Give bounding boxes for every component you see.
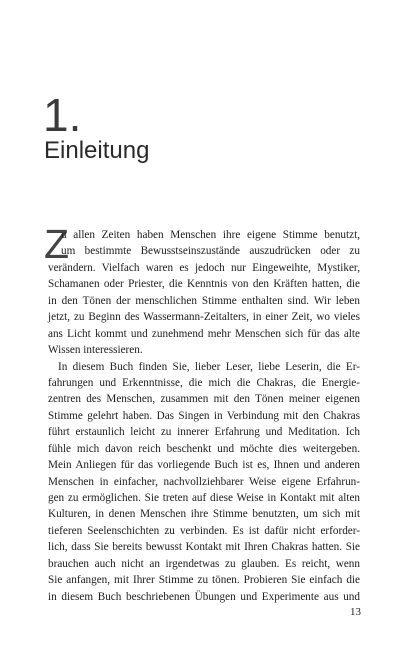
text-line: führt erstaunlich leicht zu innerer Erfahrung und Meditation. Ich xyxy=(48,426,360,439)
text-line: Stimme gelehrt haben. Das Singen in Verbindung mit den Chakras xyxy=(48,409,360,422)
text-line: gen zu ermöglichen. Sie treten auf diese Weise in Kontakt mit alten xyxy=(48,492,360,504)
text-line: Schamanen oder Priester, die Kenntnis von den Kräften hatten, die xyxy=(48,278,360,291)
page-number: 13 xyxy=(350,606,361,618)
paragraph-2 xyxy=(48,359,360,606)
text-line: Mein Anliegen für das vorliegende Buch ist es, Ihnen und anderen xyxy=(48,459,360,472)
text-line: Sie anfangen, mit Ihrer Stimme zu tönen. Probieren Sie einfach die xyxy=(48,574,360,587)
text-line: jetzt, zu Beginn des Wassermann-Zeitalters, in einer Zeit, wo vieles xyxy=(48,311,360,324)
text-line: verändern. Vielfach waren es jedoch nur Eingeweihte, Mystiker, xyxy=(48,261,360,274)
text-line: fahrungen und Erkenntnisse, die mich die Chakras, die Energie- xyxy=(48,376,360,389)
chapter-number: 1. xyxy=(43,89,82,141)
text-line: brauchen auch nicht an irgendetwas zu glauben. Es reicht, wenn xyxy=(48,557,360,570)
text-line: lich, dass Sie bereits bewusst Kontakt mit Ihren Chakras hatten. Sie xyxy=(48,541,360,554)
text-line: Kulturen, in denen Menschen ihre Stimme benutzten, um sich mit xyxy=(48,508,360,521)
text-line: fühle mich davon reich beschenkt und möchte dies weitergeben. xyxy=(48,442,360,455)
text-line: zentren des Menschen, zusammen mit den Tönen meiner eigenen xyxy=(48,393,360,406)
text-line: In diesem Buch finden Sie, lieber Leser, liebe Leserin, die Er- xyxy=(58,360,360,373)
text-line: um bestimmte Bewusstseinszustände auszudrücken oder zu xyxy=(61,245,360,258)
text-line: u allen Zeiten haben Menschen ihre eigene Stimme benutzt, xyxy=(61,229,360,241)
drop-cap: Z xyxy=(44,221,70,267)
text-line: Wissen interessieren. xyxy=(48,344,143,357)
paragraph-1 xyxy=(48,227,360,359)
text-line: ans Licht kommt und zunehmend mehr Menschen sich für das alte xyxy=(48,327,360,340)
text-line: tieferen Seelenschichten zu verbinden. Es ist dafür nicht erforder- xyxy=(48,524,360,537)
body-text xyxy=(48,227,360,605)
text-line: Menschen in einfacher, nachvollziehbarer Weise eigene Erfahrun- xyxy=(48,475,360,488)
chapter-title: Einleitung xyxy=(44,137,150,164)
text-line: in diesem Buch beschriebenen Übungen und Experimente aus und xyxy=(48,590,360,603)
text-line: in den Tönen der menschlichen Stimme enthalten sind. Wir leben xyxy=(48,294,360,307)
